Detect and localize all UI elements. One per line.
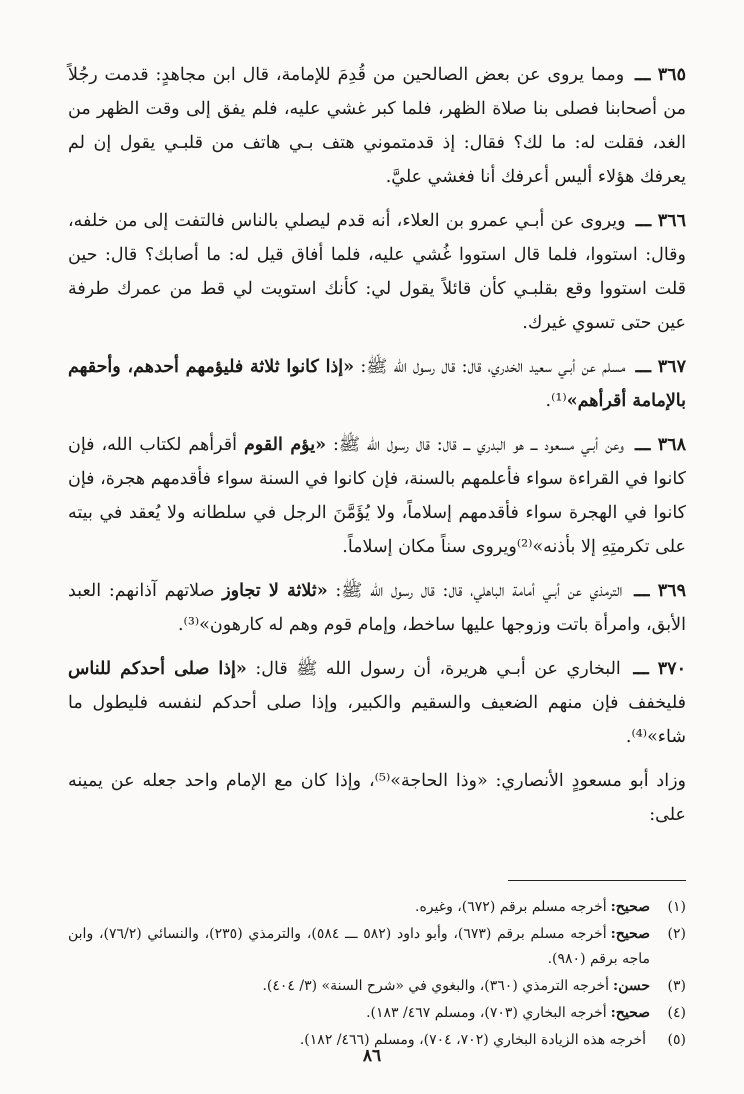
footnote-separator [508,880,686,881]
footnote-body: أخرجه هذه الزيادة البخاري (٧٠٢، ٧٠٤)، ومسلم (٤٦٦/ ١٨٢). [299,1032,646,1048]
footnote-text [68,1001,650,1026]
paragraph-365 [68,58,686,194]
hadith-number: ٣٦٩ ـــ [634,581,686,601]
footnote-grade: حسن: [613,978,650,994]
page-number: ٨٦ [362,1046,382,1066]
hadith-quote: «ثلاثة لا تجاوز [222,581,328,601]
footnote-1 [68,895,686,920]
paragraph-addition [68,764,686,832]
hadith-number: ٣٦٦ ـــ [635,211,686,231]
paragraph-continuation: أقرأهم لكتاب الله، فإن كانوا في القراءة سواء فأعلمهم بالسنة، فإن كانوا في السنة سواء فأقدمهم هجرة، فإن كانوا في الهجرة سواء فأقدمهم إسلاماً، ولا يُؤَمَّنَ الرجل في سلطانه ولا يُعقد في بيته على تكرمتِهِ إلا بأذنه»⁽²⁾ويروى سناً مكان إسلاماً. [68,435,686,557]
footnote-body: أخرجه البخاري (٧٠٣)، ومسلم ٤٦٧/ ١٨٣). [366,1005,607,1021]
footnote-grade: صحيح: [610,1005,650,1021]
footnote-body: أخرجه مسلم برقم (٦٧٣)، وأبو داود (٥٨٢ ـــ ٥٨٤)، والترمذي (٢٣٥)، والنسائي (٧٦/٢)، وابن ماجه برقم (٩٨٠). [68,926,650,967]
footnote-body: أخرجه الترمذي (٣٦٠)، والبغوي في «شرح السنة» (٣/ ٤٠٤). [262,978,610,994]
hadith-quote: «إذا كانوا ثلاثة فليؤمهم أحدهم، وأحقهم بالإمامة أقرأهم» [68,357,686,411]
footnote-body: أخرجه مسلم برقم (٦٧٢)، وغيره. [415,899,607,915]
paragraph-370 [68,652,686,754]
hadith-quote: «يؤم القوم [243,435,327,455]
footnotes [68,895,686,1053]
footnote-4 [68,1001,686,1026]
footnote-separator-wrap [68,842,686,895]
footnote-number: (٥) [667,1032,686,1048]
paragraph-367 [68,350,686,418]
paragraph-text: ومما يروى عن بعض الصالحين من قُدِمَ للإمامة، قال ابن مجاهدٍ: قدمت رجُلاً من أصحابنا فصلى بنا صلاة الظهر، فلما كبر غشي عليه، فلم يفق إلى وقت الظهر من الغد، فقلت له: ما لك؟ فقال: إذ قدمتموني هتف بـي هاتف من قلبـي يقول إن لم يعرفك هؤلاء أليس أعرفك أنا فغشي عليَّ. [68,65,686,187]
paragraph-continuation: ⁽¹⁾. [545,391,567,411]
footnote-number: (٢) [667,926,686,942]
paragraph-text: ويروى عن أبـي عمرو بن العلاء، أنه قدم ليصلي بالناس فالتفت إلى من خلفه، وقال: استووا، فلما قال استووا غُشي عليه، فلما أفاق قيل له: ما أصابك؟ قال: حين قلت استووا وقع بقلبـي كأن قائلاً يقول لي: كأنك استويت لي قط من عمرك طرفة عين حتى تسوي غيرك. [68,211,686,333]
paragraph-continuation: صلاتهم آذانهم: العبد الأبق، وامرأة باتت وزوجها عليها ساخط، وإمام قوم وهم له كارهون»⁽³⁾. [68,581,686,635]
paragraph-text: وزاد أبو مسعودٍ الأنصاري: «وذا الحاجة»⁽⁵⁾، وإذا كان مع الإمام واحد جعله عن يمينه على: [68,771,686,825]
paragraph-continuation: فليخفف فإن منهم الضعيف والسقيم والكبير، وإذا صلى أحدكم لنفسه فليطول ما شاء»⁽⁴⁾. [68,693,686,747]
hadith-number: ٣٦٨ ـــ [634,435,686,455]
paragraph-text: مسلم عن أبـي سعيد الخدري، قال: قال رسول الله ﷺ: [360,357,626,377]
paragraph-368 [68,428,686,564]
footnote-text [68,922,650,972]
hadith-number: ٣٦٥ ـــ [635,65,686,85]
page-body [68,58,686,1055]
hadith-number: ٣٦٧ ـــ [635,357,686,377]
paragraph-369 [68,574,686,642]
paragraph-text: وعن أبـي مسعود ـــ هو البدري ـــ قال: قال رسول الله ﷺ: [332,435,625,455]
footnote-grade: صحيح: [610,926,650,942]
paragraph-text: البخاري عن أبـي هريرة، أن رسول الله ﷺ قال: [255,659,621,679]
footnote-number: (٣) [667,978,686,994]
footnote-3 [68,974,686,999]
footnote-text [68,895,650,920]
paragraph-366 [68,204,686,340]
paragraph-text: الترمذي عن أبـي أمامة الباهلي، قال: قال رسول الله ﷺ: [335,581,623,601]
footnote-2 [68,922,686,972]
hadith-number: ٣٧٠ ـــ [633,659,686,679]
footnote-number: (٤) [667,1005,686,1021]
footnote-grade: صحيح: [610,899,650,915]
footnote-text [68,974,650,999]
footnote-number: (١) [667,899,686,915]
hadith-quote: «إذا صلى أحدكم للناس [68,659,247,679]
